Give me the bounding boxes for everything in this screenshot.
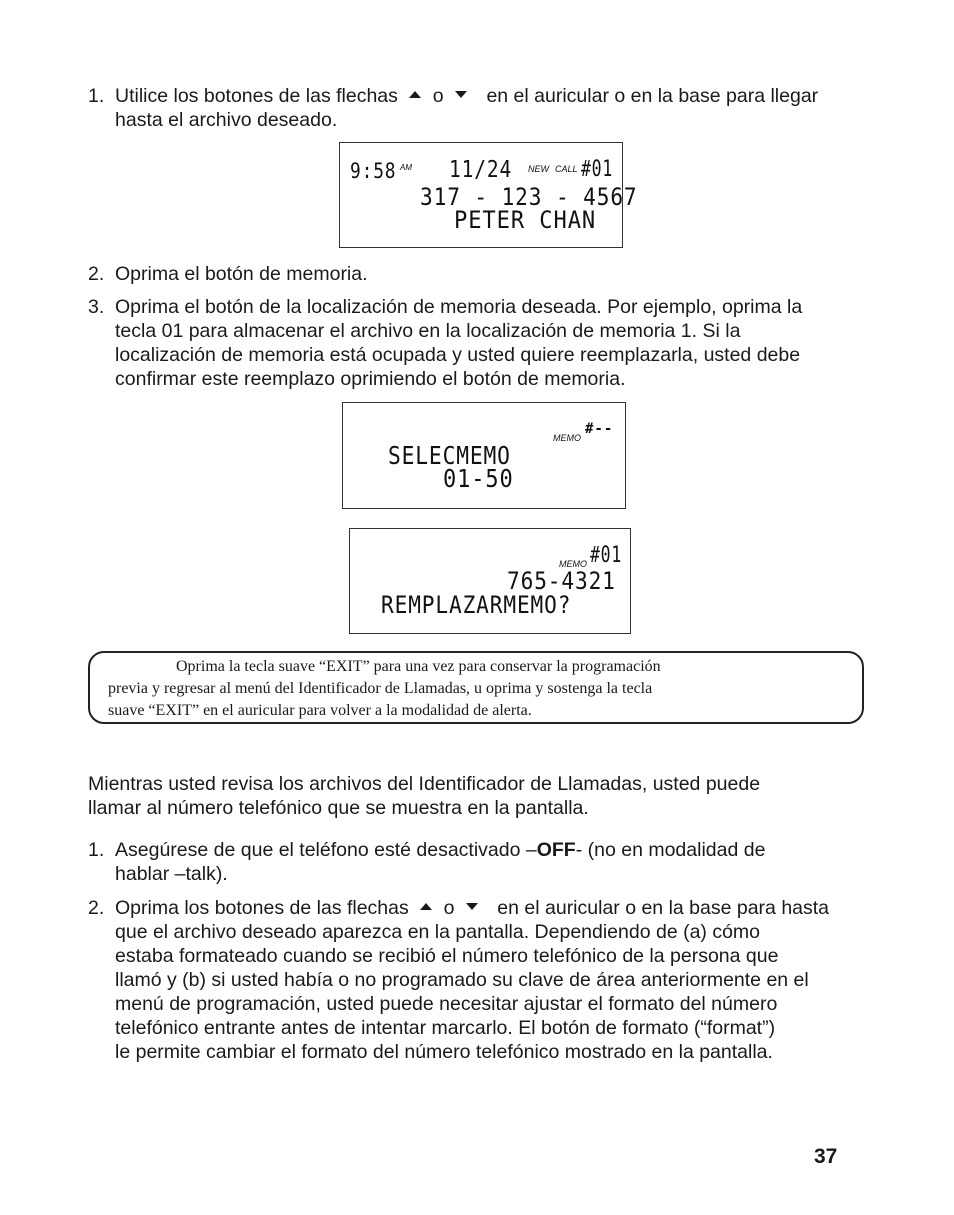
step-number: 2. [88, 263, 105, 285]
lcd-phone-number: 765-4321 [507, 567, 616, 595]
step-3 [88, 295, 878, 393]
lcd-index: #-- [585, 421, 614, 437]
step-number: 1. [88, 85, 105, 107]
lcd-prompt: REMPLAZARMEMO? [381, 591, 572, 619]
step-2 [88, 262, 878, 286]
step-text: Asegúrese de que el teléfono esté desactivado –OFF- (no en modalidad de hablar –talk). [115, 839, 766, 885]
arrow-down-icon [455, 91, 467, 98]
arrow-down-icon [466, 903, 478, 910]
lcd-memo-indicator: MEMO [553, 433, 581, 443]
lcd-line-1: SELECMEMO [388, 441, 511, 470]
arrow-up-icon [409, 91, 421, 98]
step-text: Oprima los botones de las flechas o en el auricular o en la base para hasta que el archivo deseado aparezca en la pantalla. Dependiendo de (a) cómo estaba formateado cuando se recibió el número telefónico de la persona que llamó y (b) si usted había o no programado su clave de área anteriormente en el menú de programación, usted puede necesitar ajustar el formato del número telefónico entrante antes de intentar marcarlo. El botón de formato (“format”) le permite cambiar el formato del número telefónico mostrado en la pantalla. [115, 897, 830, 1063]
lcd-memo-indicator: MEMO [559, 559, 587, 569]
lcd-call-indicator: CALL [555, 164, 578, 174]
lcd-ampm: AM [400, 163, 412, 172]
lcd-index: #01 [581, 157, 614, 182]
step-text: Oprima el botón de memoria. [115, 263, 368, 285]
lcd-line-2: 01-50 [443, 464, 514, 493]
note-box [88, 651, 864, 724]
lcd-index: #01 [590, 543, 623, 568]
step-number: 1. [88, 839, 105, 861]
step-1 [88, 84, 878, 134]
lcd-time: 9:58 [350, 159, 397, 183]
step-1-dial [88, 838, 878, 888]
off-label: OFF [536, 839, 576, 861]
page-number: 37 [814, 1145, 838, 1168]
lcd-display-replace-memo [349, 528, 631, 634]
lcd-new-indicator: NEW [528, 164, 549, 174]
lcd-phone-number: 317 - 123 - 4567 [420, 183, 638, 211]
intro-paragraph: Mientras usted revisa los archivos del Identificador de Llamadas, usted puede llamar al número telefónico que se muestra en la pantalla. [88, 773, 761, 819]
note-line: previa y regresar al menú del Identificador de Llamadas, u oprima y sostenga la tecla [108, 680, 653, 697]
lcd-caller-name: PETER CHAN [454, 206, 597, 234]
step-text: Oprima el botón de la localización de memoria deseada. Por ejemplo, oprima la tecla 01 para almacenar el archivo en la localización de memoria 1. Si la localización de memoria está ocupada y usted quiere reemplazarla, usted debe confirmar este reemplazo oprimiendo el botón de memoria. [115, 296, 803, 390]
note-line: Oprima la tecla suave “EXIT” para una vez para conservar la programación [176, 658, 661, 675]
lcd-date: 11/24 [449, 157, 513, 183]
arrow-up-icon [420, 903, 432, 910]
step-2-dial [88, 896, 878, 1066]
lcd-display-caller-id [339, 142, 638, 248]
step-number: 2. [88, 897, 105, 919]
note-line: suave “EXIT” en el auricular para volver a la modalidad de alerta. [108, 702, 532, 719]
lcd-display-select-memo [342, 402, 626, 509]
step-number: 3. [88, 296, 105, 318]
step-text: Utilice los botones de las flechas o en el auricular o en la base para llegar hasta el archivo deseado. [115, 85, 819, 131]
